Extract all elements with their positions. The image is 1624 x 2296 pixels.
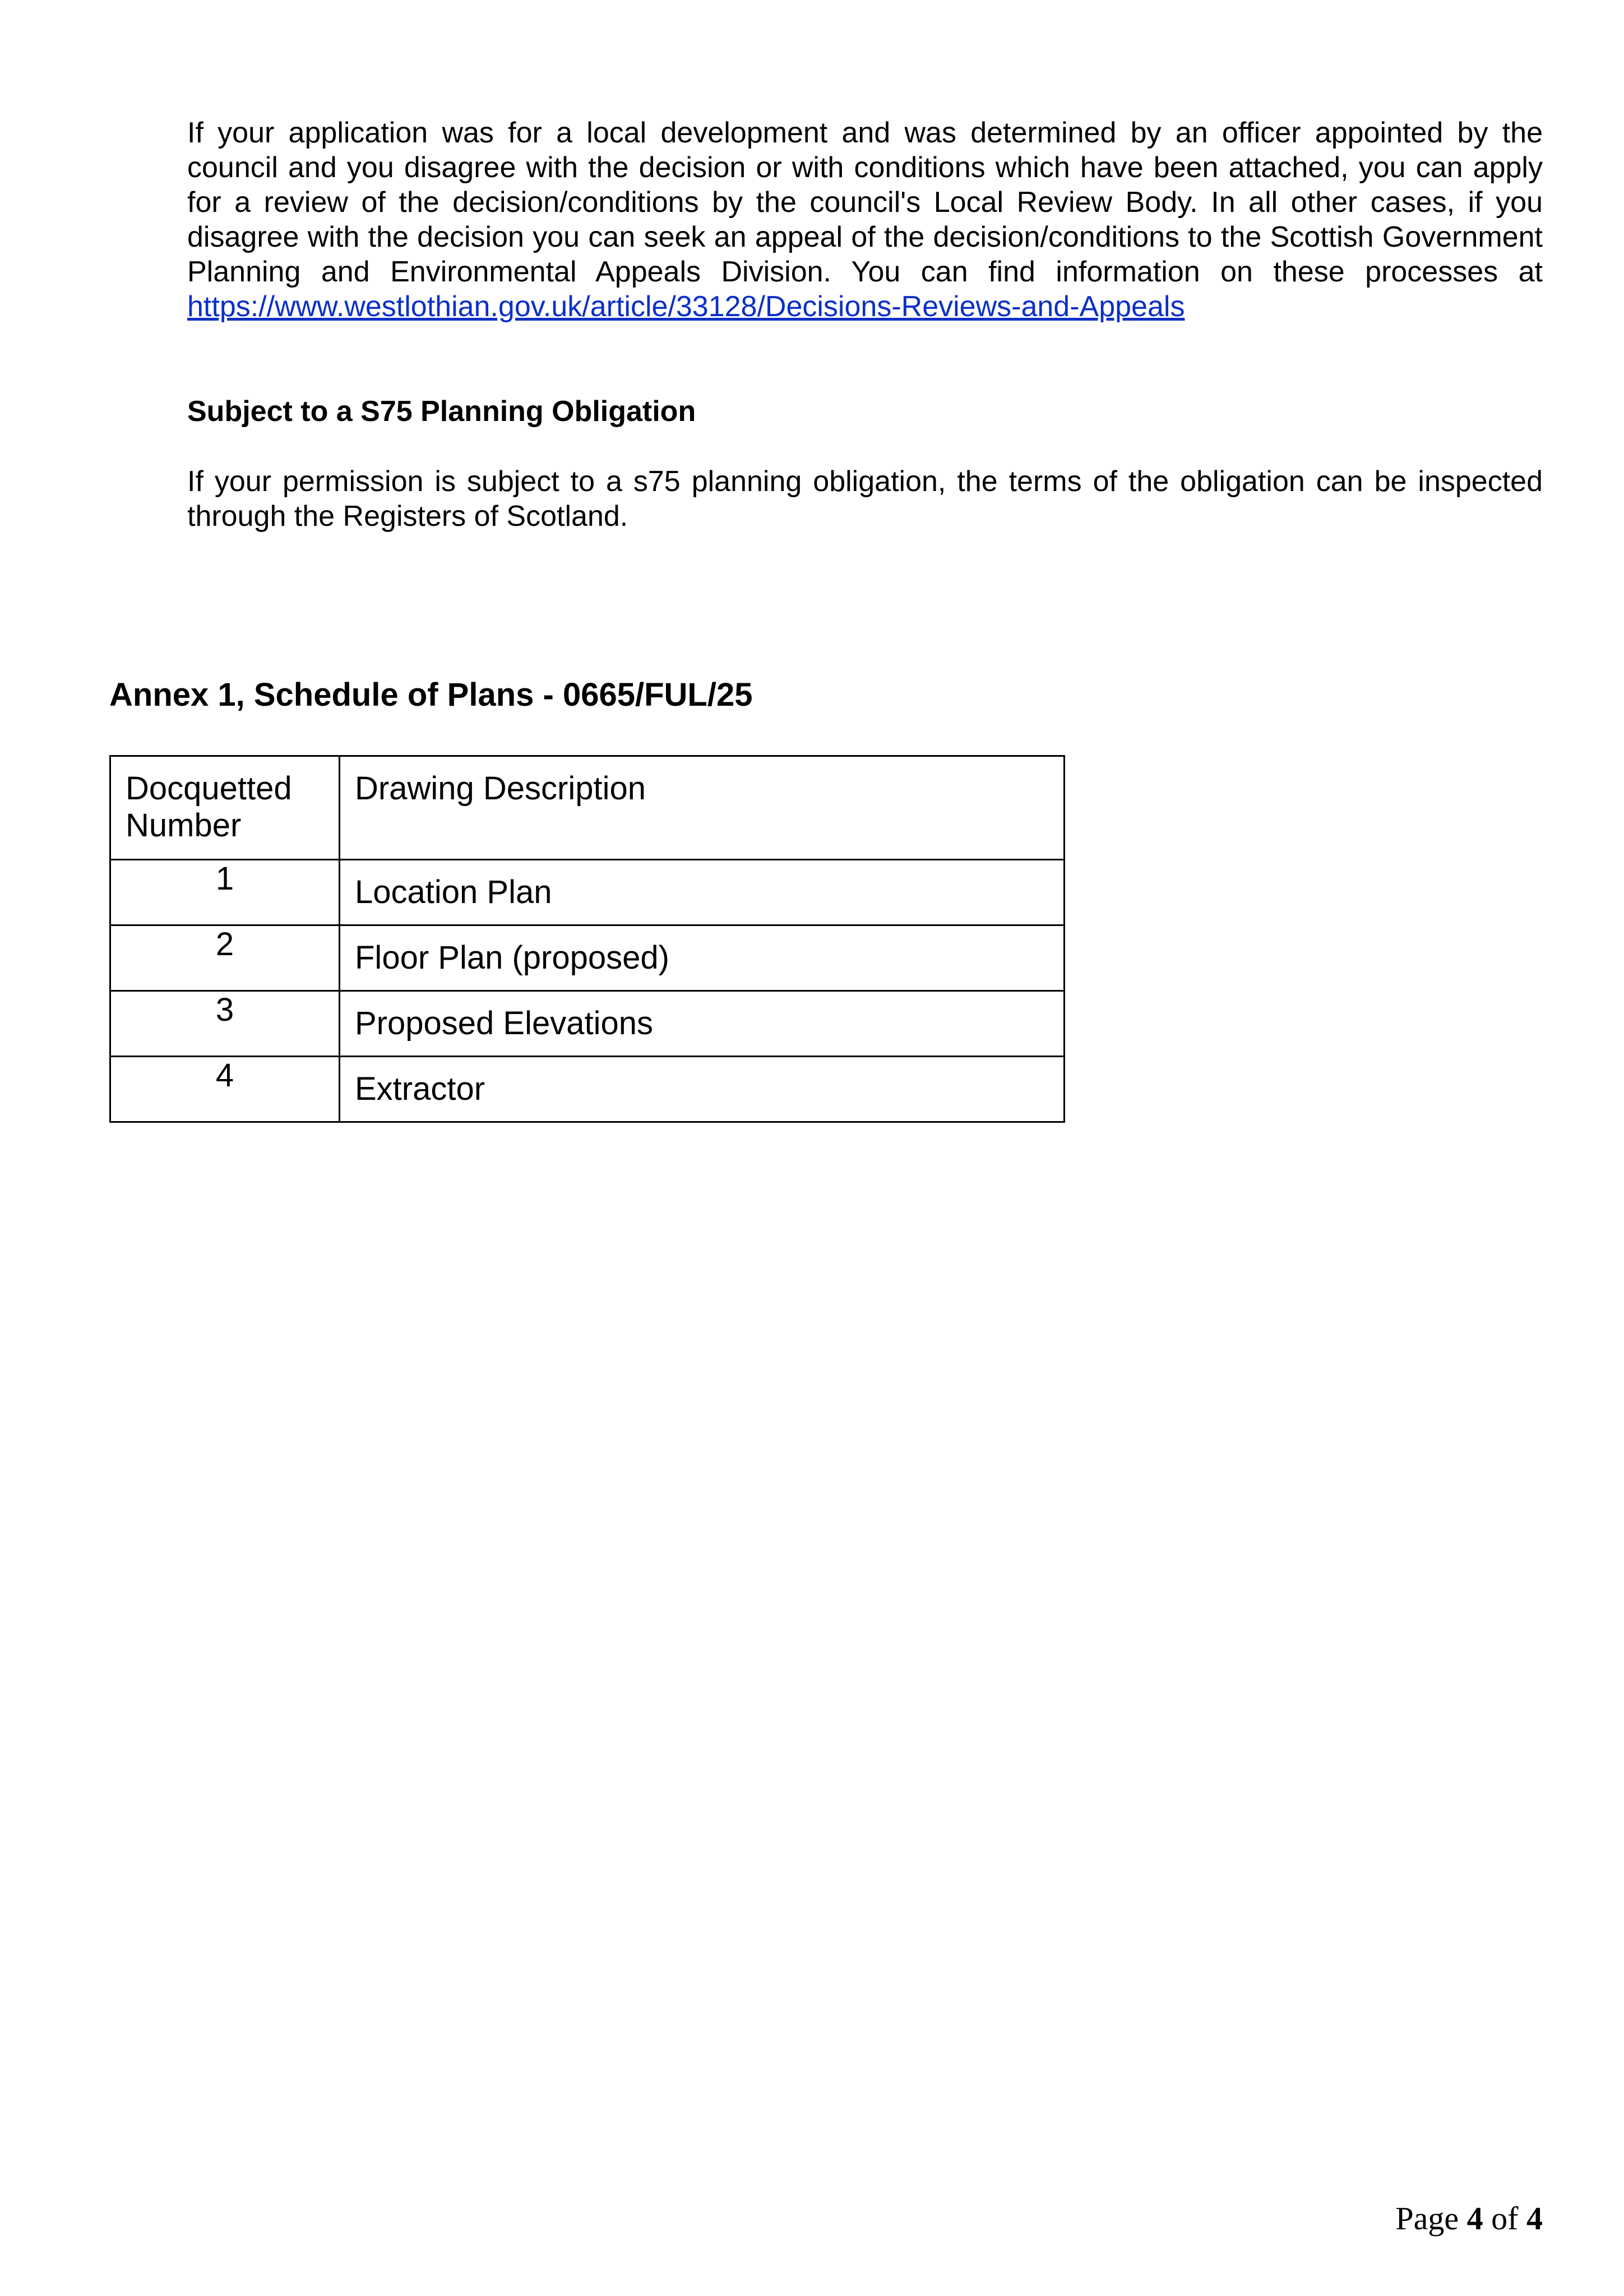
row-description: Proposed Elevations [340, 991, 1065, 1057]
table-row [110, 1057, 1065, 1122]
row-description: Extractor [340, 1057, 1065, 1122]
header-drawing-description: Drawing Description [340, 756, 1065, 860]
total-pages: 4 [1526, 2200, 1543, 2237]
decisions-reviews-appeals-link[interactable]: https://www.westlothian.gov.uk/article/33128/Decisions-Reviews-and-Appeals [187, 290, 1185, 323]
review-text: If your application was for a local development and was determined by an officer appointed by the council and you disagree with the decision or with conditions which have been attached, you can apply for a review of the decision/conditions by the council's Local Review Body. In all other cases, if you disagree with the decision you can seek an appeal of the decision/conditions to the Scottish Government Planning and Environmental Appeals Division. You can find information on these processes at [187, 117, 1543, 288]
current-page: 4 [1466, 2200, 1483, 2237]
row-number: 3 [110, 991, 340, 1057]
row-description: Location Plan [340, 860, 1065, 925]
s75-heading: Subject to a S75 Planning Obligation [187, 395, 696, 428]
row-description: Floor Plan (proposed) [340, 925, 1065, 991]
row-number: 1 [110, 860, 340, 925]
table-row [110, 991, 1065, 1057]
page-number-footer [1395, 2200, 1543, 2237]
table-row [110, 925, 1065, 991]
of-label: of [1491, 2200, 1519, 2237]
row-number: 2 [110, 925, 340, 991]
s75-paragraph: If your permission is subject to a s75 planning obligation, the terms of the obligation can be inspected through the Registers of Scotland. [187, 465, 1543, 533]
table-row [110, 860, 1065, 925]
schedule-of-plans-table [109, 755, 1065, 1123]
review-paragraph [187, 115, 1543, 324]
page-label: Page [1395, 2200, 1459, 2237]
annex-heading: Annex 1, Schedule of Plans - 0665/FUL/25 [109, 677, 753, 713]
row-number: 4 [110, 1057, 340, 1122]
table-header-row [110, 756, 1065, 860]
header-docquetted-number: Docquetted Number [110, 756, 340, 860]
